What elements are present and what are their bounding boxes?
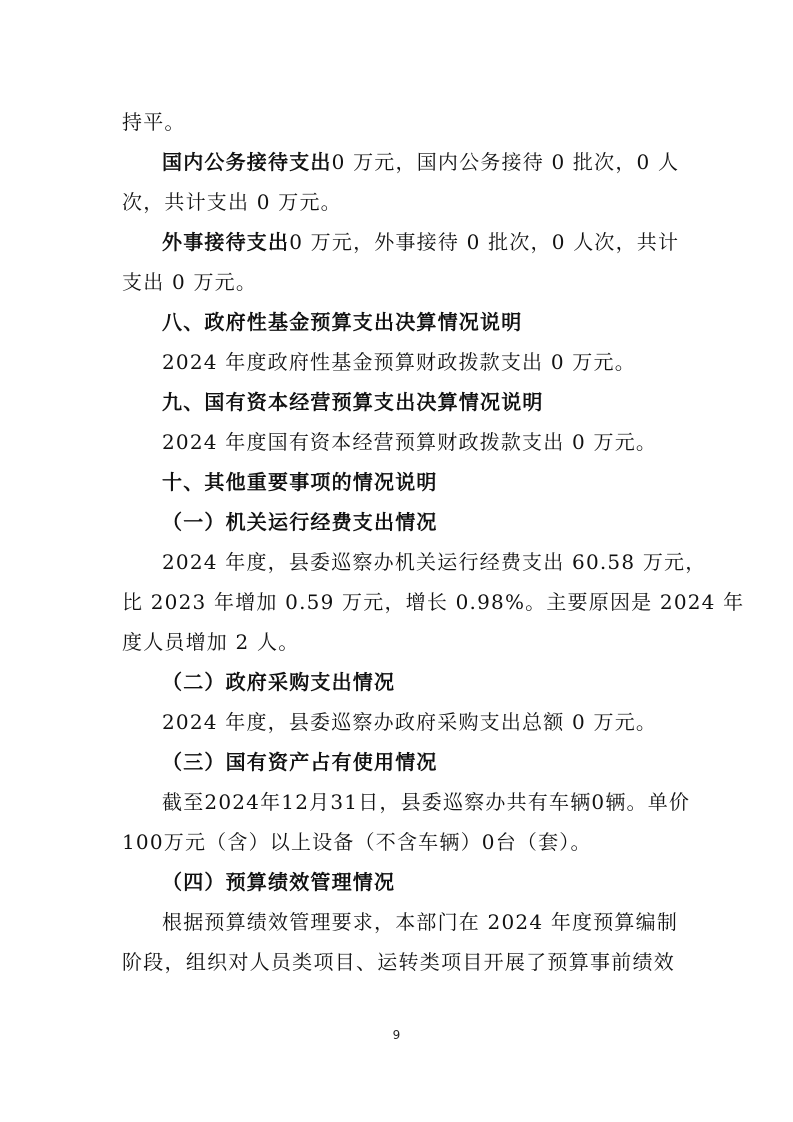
- text-line-18: 截至2024年12月31日，县委巡察办共有车辆0辆。单价: [162, 790, 691, 814]
- subsection-heading-4: （四）预算绩效管理情况: [162, 870, 396, 894]
- foreign-reception-label: 外事接待支出: [162, 230, 290, 254]
- text-line-21: 根据预算绩效管理要求，本部门在 2024 年度预算编制: [162, 910, 679, 934]
- subsection-heading-1: （一）机关运行经费支出情况: [162, 510, 438, 534]
- text-line-19: 100万元（含）以上设备（不含车辆）0台（套）。: [122, 830, 592, 854]
- text-line-12: 2024 年度，县委巡察办机关运行经费支出 60.58 万元，: [162, 550, 707, 574]
- text-line-2: [162, 148, 680, 176]
- foreign-reception-text: 0 万元，外事接待 0 批次，0 人次，共计: [289, 230, 680, 254]
- text-line-14: 度人员增加 2 人。: [122, 630, 300, 654]
- page-number: 9: [392, 1028, 401, 1042]
- text-line-1: 持平。: [122, 110, 186, 134]
- text-line-13: 比 2023 年增加 0.59 万元，增长 0.98%。主要原因是 2024 年: [122, 590, 745, 614]
- text-line-5: 支出 0 万元。: [122, 270, 258, 294]
- text-line-4: [162, 228, 680, 256]
- subsection-heading-3: （三）国有资产占有使用情况: [162, 750, 438, 774]
- section-heading-9: 九、国有资本经营预算支出决算情况说明: [162, 390, 544, 414]
- text-line-7: 2024 年度政府性基金预算财政拨款支出 0 万元。: [162, 350, 636, 374]
- text-line-22: 阶段，组织对人员类项目、运转类项目开展了预算事前绩效: [122, 950, 675, 974]
- text-line-3: 次，共计支出 0 万元。: [122, 190, 342, 214]
- domestic-reception-text: 0 万元，国内公务接待 0 批次，0 人: [331, 150, 680, 174]
- section-heading-8: 八、政府性基金预算支出决算情况说明: [162, 310, 523, 334]
- text-line-16: 2024 年度，县委巡察办政府采购支出总额 0 万元。: [162, 710, 658, 734]
- subsection-heading-2: （二）政府采购支出情况: [162, 670, 396, 694]
- text-line-9: 2024 年度国有资本经营预算财政拨款支出 0 万元。: [162, 430, 658, 454]
- section-heading-10: 十、其他重要事项的情况说明: [162, 470, 438, 494]
- domestic-reception-label: 国内公务接待支出: [162, 150, 332, 174]
